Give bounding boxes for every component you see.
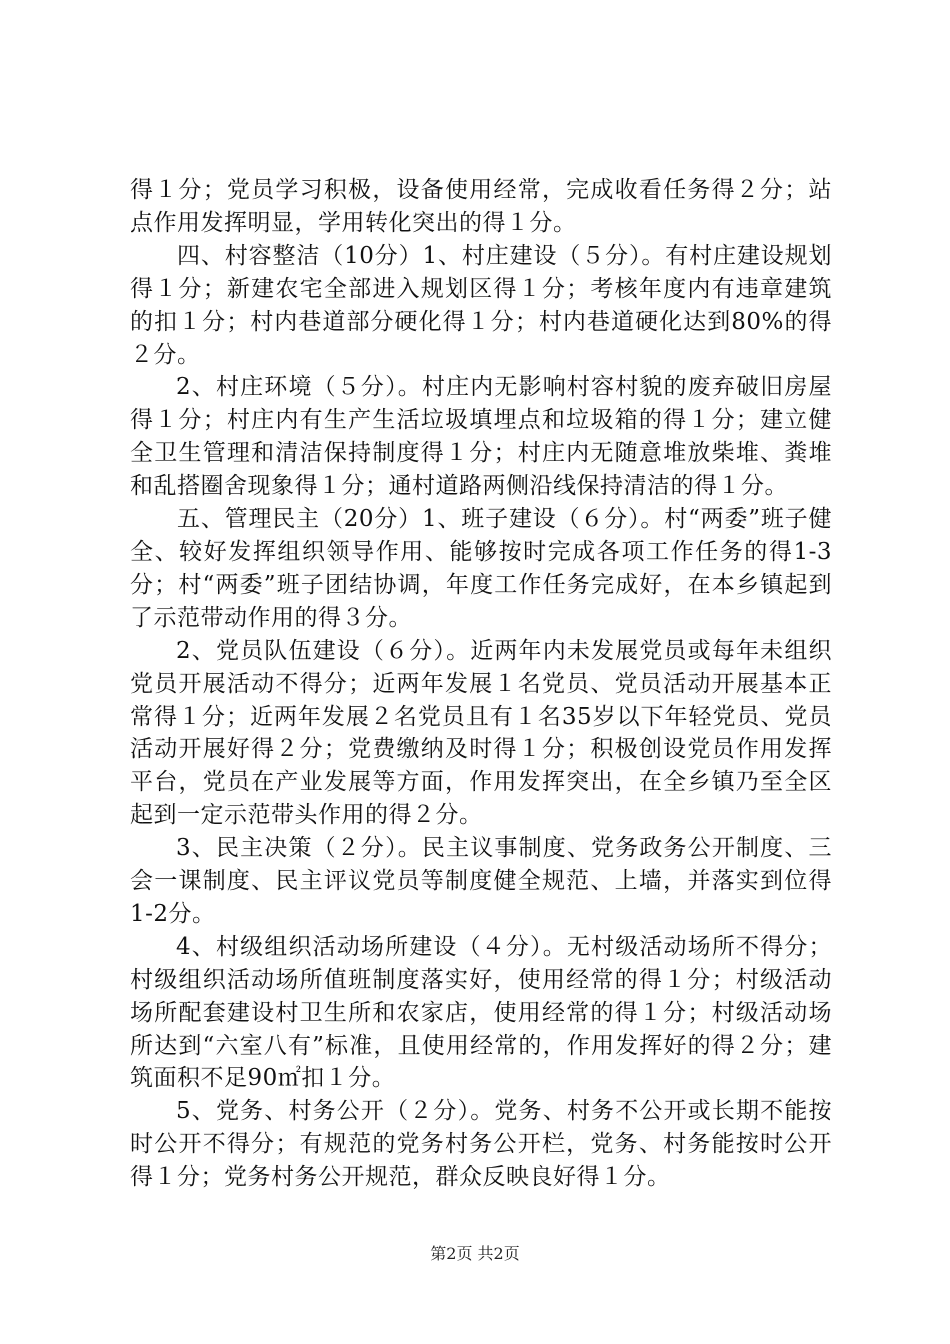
- paragraph-7: 4、村级组织活动场所建设（４分）。无村级活动场所不得分；村级组织活动场所值班制度落实好，使用经常的得１分；村级活动场所配套建设村卫生所和农家店，使用经常的得１分；村级活动场所达到“六室八有”标准，且使用经常的，作用发挥好的得２分；建筑面积不足90㎡扣１分。: [130, 933, 832, 1092]
- page-footer: 第2页 共2页: [430, 1244, 520, 1263]
- document-body: [130, 174, 832, 1194]
- paragraph-3: 2、村庄环境（５分）。村庄内无影响村容村貌的废弃破旧房屋得１分；村庄内有生产生活垃圾填埋点和垃圾箱的得１分；建立健全卫生管理和清洁保持制度得１分；村庄内无随意堆放柴堆、粪堆和乱搭圈舍现象得１分；通村道路两侧沿线保持清洁的得１分。: [130, 374, 832, 500]
- paragraph-5: 2、党员队伍建设（６分）。近两年内未发展党员或每年未组织党员开展活动不得分；近两年发展１名党员、党员活动开展基本正常得１分；近两年发展２名党员且有１名35岁以下年轻党员、党员活动开展好得２分；党费缴纳及时得１分；积极创设党员作用发挥平台，党员在产业发展等方面，作用发挥突出，在全乡镇乃至全区起到一定示范带头作用的得２分。: [130, 637, 832, 829]
- paragraph-2: 四、村容整洁（10分）1、村庄建设（５分）。有村庄建设规划得１分；新建农宅全部进入规划区得１分；考核年度内有违章建筑的扣１分；村内巷道部分硬化得１分；村内巷道硬化达到80%的得２分。: [130, 242, 832, 368]
- paragraph-6: 3、民主决策（２分）。民主议事制度、党务政务公开制度、三会一课制度、民主评议党员等制度健全规范、上墙，并落实到位得1-2分。: [130, 835, 832, 927]
- paragraph-1: 得１分；党员学习积极，设备使用经常，完成收看任务得２分；站点作用发挥明显，学用转化突出的得１分。: [130, 177, 832, 236]
- paragraph-8: 5、党务、村务公开（２分）。党务、村务不公开或长期不能按时公开不得分；有规范的党务村务公开栏，党务、村务能按时公开得１分；党务村务公开规范，群众反映良好得１分。: [130, 1098, 832, 1191]
- paragraph-4: 五、管理民主（20分）1、班子建设（６分）。村“两委”班子健全、较好发挥组织领导作用、能够按时完成各项工作任务的得1-3分；村“两委”班子团结协调，年度工作任务完成好，在本乡镇起到了示范带动作用的得３分。: [130, 506, 832, 631]
